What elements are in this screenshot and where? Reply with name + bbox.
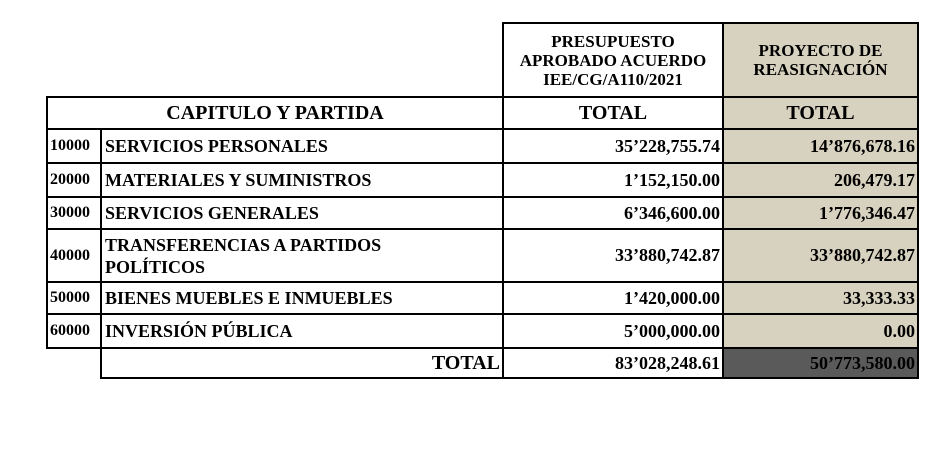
chapter-header: CAPITULO Y PARTIDA [46,96,504,130]
row-name: INVERSIÓN PÚBLICA [100,313,504,349]
row-reassign: 14’876,678.16 [722,128,919,164]
row-code: 40000 [46,228,102,283]
row-code: 20000 [46,162,102,198]
row-approved: 1’152,150.00 [502,162,724,198]
totals-reassign: 50’773,580.00 [722,347,919,379]
row-approved: 1’420,000.00 [502,281,724,315]
row-name: SERVICIOS GENERALES [100,196,504,230]
row-code: 30000 [46,196,102,230]
row-code: 10000 [46,128,102,164]
approved-budget-header: PRESUPUESTO APROBADO ACUERDO IEE/CG/A110/2021 [502,22,724,98]
reassignment-header: PROYECTO DE REASIGNACIÓN [722,22,919,98]
row-reassign: 0.00 [722,313,919,349]
row-reassign: 33,333.33 [722,281,919,315]
row-code: 60000 [46,313,102,349]
row-name: SERVICIOS PERSONALES [100,128,504,164]
reassign-total-header: TOTAL [722,96,919,130]
row-reassign: 206,479.17 [722,162,919,198]
row-reassign: 1’776,346.47 [722,196,919,230]
row-name: MATERIALES Y SUMINISTROS [100,162,504,198]
row-approved: 5’000,000.00 [502,313,724,349]
row-approved: 33’880,742.87 [502,228,724,283]
approved-total-header: TOTAL [502,96,724,130]
totals-approved: 83’028,248.61 [502,347,724,379]
totals-label: TOTAL [100,347,504,379]
row-approved: 6’346,600.00 [502,196,724,230]
row-name: BIENES MUEBLES E INMUEBLES [100,281,504,315]
row-approved: 35’228,755.74 [502,128,724,164]
row-reassign: 33’880,742.87 [722,228,919,283]
row-name: TRANSFERENCIAS A PARTIDOS POLÍTICOS [100,228,504,283]
row-code: 50000 [46,281,102,315]
